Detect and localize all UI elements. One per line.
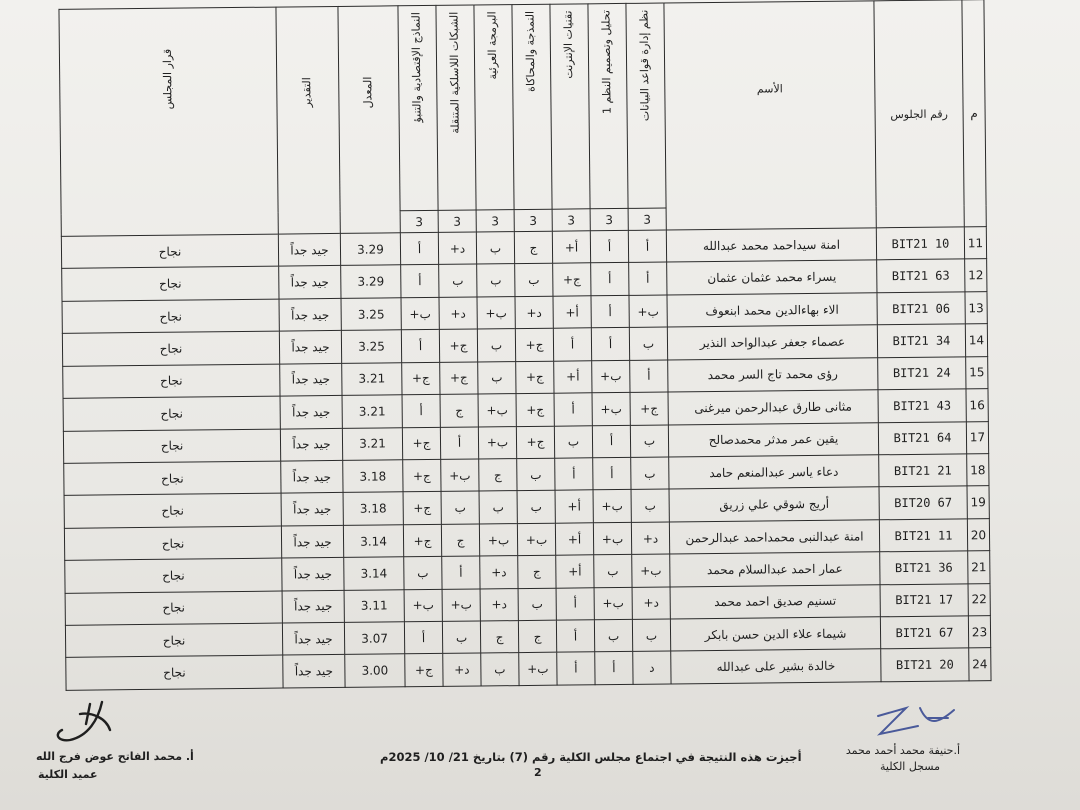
index-header: م [962,0,986,227]
course-grade: ج+ [403,524,441,557]
course-grade: أ [591,295,629,328]
gpa-value: 3.00 [345,654,405,687]
course-grade: ج [518,620,556,653]
course-grade: ج+ [553,263,591,296]
row-index: 11 [964,227,986,260]
course-grade: أ [401,265,439,298]
credit-hours: 3 [628,208,666,230]
course-grade: أ [400,232,438,265]
reg-number: BIT21 10 [876,227,964,260]
gpa-value: 3.25 [341,330,401,363]
row-index: 14 [965,324,987,357]
gpa-value: 3.07 [344,622,404,655]
course-grade: أ [557,652,595,685]
course-grade: د+ [515,296,553,329]
decision-value: نجاح [66,656,283,691]
course-grade: ب [481,653,519,686]
course-grade: ج [441,524,479,557]
decision-value: نجاح [62,299,279,334]
course-grade: أ [590,230,628,263]
course-grade: ب+ [442,589,480,622]
course-grade: ج+ [402,362,440,395]
reg-number: BIT21 20 [881,648,969,681]
rating-value: جيد جداً [280,428,342,461]
rating-value: جيد جداً [279,331,341,364]
student-name: عصماء جعفر عبدالواحد النذير [667,325,877,360]
course-grade: ب+ [479,523,517,556]
course-grade: ج+ [405,654,443,687]
results-table [58,0,991,691]
course-grade: ب [554,425,592,458]
rating-value: جيد جداً [280,363,342,396]
rating-value: جيد جداً [281,493,343,526]
course-grade: ب [629,327,667,360]
course-grade: د+ [480,588,518,621]
course-grade: د+ [632,587,670,620]
rating-value: جيد جداً [281,525,343,558]
course-grade: د+ [439,297,477,330]
course-grade: أ [628,230,666,263]
course-grade: ج+ [515,328,553,361]
course-grade: أ [556,620,594,653]
course-header: النمذجة والمحاكاة [512,4,552,209]
course-grade: ب [515,264,553,297]
course-grade: أ [591,263,629,296]
course-header: النماذج الإقتصادية والتنبؤ [398,5,438,210]
course-grade: ب [439,264,477,297]
course-grade: ب [631,489,669,522]
course-grade: ب [518,588,556,621]
course-grade: أ+ [555,523,593,556]
gpa-value: 3.14 [344,557,404,590]
gpa-value: 3.21 [342,362,402,395]
student-name: خالدة بشير على عبدالله [671,649,881,684]
reg-number: BIT21 63 [877,259,965,292]
reg-number: BIT21 17 [880,584,968,617]
student-name: امنة سيداحمد محمد عبدالله [666,228,876,263]
course-grade: ب [632,619,670,652]
course-header: البرمجة العرئية [474,5,514,210]
rating-value: جيد جداً [282,622,344,655]
row-index: 16 [966,389,988,422]
course-grade: أ [629,262,667,295]
decision-value: نجاح [64,526,281,561]
course-grade: ب+ [404,589,442,622]
student-name: رؤى محمد تاج السر محمد [668,357,878,392]
course-grade: ب [517,491,555,524]
course-grade: أ [553,328,591,361]
row-index: 18 [967,454,989,487]
course-grade: أ [401,330,439,363]
rating-value: جيد جداً [282,558,344,591]
header-row [59,0,986,214]
dean-title: عميد الكلية [38,768,98,781]
student-name: يسراء محمد عثمان عثمان [667,260,877,295]
student-name: أريج شوقي علي زريق [669,487,879,522]
course-header: الشبكات اللاسلكية المتنقلة [436,5,476,210]
course-grade: ب+ [478,426,516,459]
course-grade: ب+ [593,522,631,555]
credit-hours: 3 [438,210,476,232]
course-grade: ب+ [517,523,555,556]
reg-number: BIT21 34 [877,324,965,357]
gpa-value: 3.21 [342,395,402,428]
course-grade: ج+ [440,362,478,395]
course-header: تقنيات الإنترنت [550,4,590,209]
dean-name: أ. محمد الفاتح عوض فرج الله [36,750,194,763]
decision-value: نجاح [65,558,282,593]
row-index: 21 [968,551,990,584]
course-grade: أ [593,457,631,490]
course-grade: ج+ [516,361,554,394]
reg-number: BIT21 06 [877,292,965,325]
course-header: نظم إدارة قواعد البيانات [626,3,666,208]
row-index: 17 [966,421,988,454]
reg-number: BIT21 24 [878,357,966,390]
rating-value: جيد جداً [278,233,340,266]
reg-number: BIT21 43 [878,389,966,422]
reg-number: BIT21 11 [879,519,967,552]
gpa-value: 3.14 [343,525,403,558]
gpa-value: 3.18 [343,460,403,493]
course-grade: أ+ [555,490,593,523]
course-grade: ج+ [516,393,554,426]
course-grade: ب [476,232,514,265]
course-header: تحليل وتصميم النظم 1 [588,3,628,208]
decision-value: نجاح [61,234,278,269]
page-number: 2 [534,766,542,779]
course-grade: ب+ [441,459,479,492]
course-grade: ج [480,621,518,654]
rating-value: جيد جداً [279,266,341,299]
row-index: 15 [966,356,988,389]
course-grade: أ [591,328,629,361]
course-grade: ب+ [478,394,516,427]
course-grade: ج [514,231,552,264]
course-grade: ب+ [593,490,631,523]
decision-header: قرار المجلس [59,7,278,236]
rating-value: جيد جداً [280,396,342,429]
course-grade: أ [595,652,633,685]
row-index: 19 [967,486,989,519]
decision-value: نجاح [62,266,279,301]
reg-number: BIT21 67 [880,616,968,649]
course-grade: ج+ [402,427,440,460]
course-grade: ب+ [519,653,557,686]
course-grade: ب [630,425,668,458]
reg-number-header: رقم الجلوس [874,0,964,228]
course-grade: ب+ [592,393,630,426]
course-grade: أ+ [556,555,594,588]
course-grade: ج [440,394,478,427]
credit-hours: 3 [514,209,552,231]
course-grade: أ [440,427,478,460]
decision-value: نجاح [65,591,282,626]
name-header: الأسم [664,1,876,230]
credit-hours: 3 [476,210,514,232]
course-grade: ب+ [592,360,630,393]
course-grade: أ [442,556,480,589]
course-grade: أ+ [554,360,592,393]
course-grade: د+ [480,556,518,589]
course-grade: ب [478,361,516,394]
course-grade: أ [555,458,593,491]
rating-header: التقدير [276,6,340,234]
gpa-value: 3.18 [343,492,403,525]
student-name: امنة عبدالنبى محمداحمد عبدالرحمن [669,520,879,555]
row-index: 12 [965,259,987,292]
course-grade: ج+ [516,426,554,459]
registrar-signature [858,696,968,746]
student-name: الاء بهاءالدين محمد ابنعوف [667,293,877,328]
course-grade: أ+ [553,296,591,329]
course-grade: أ [592,425,630,458]
gpa-header: المعدل [338,6,400,234]
course-grade: أ [554,393,592,426]
course-grade: ب+ [629,295,667,328]
decision-value: نجاح [63,429,280,464]
gpa-value: 3.11 [344,589,404,622]
student-name: يقين عمر مدثر محمدصالح [668,422,878,457]
course-grade: ب [442,621,480,654]
decision-value: نجاح [62,331,279,366]
row-index: 24 [969,648,991,681]
row-index: 13 [965,291,987,324]
course-grade: د+ [438,232,476,265]
row-index: 20 [967,518,989,551]
credit-hours: 3 [590,208,628,230]
course-grade: ج+ [403,459,441,492]
course-grade: د [633,651,671,684]
course-grade: د+ [631,522,669,555]
course-grade: أ+ [552,231,590,264]
course-grade: ب [594,555,632,588]
decision-value: نجاح [64,461,281,496]
decision-value: نجاح [63,396,280,431]
course-grade: ب [477,329,515,362]
student-name: عمار احمد عبدالسلام محمد [670,552,880,587]
course-grade: ب+ [477,296,515,329]
reg-number: BIT21 21 [879,454,967,487]
row-index: 23 [968,616,990,649]
course-grade: ب [479,491,517,524]
course-grade: أ [556,587,594,620]
course-grade: ب+ [401,297,439,330]
gpa-value: 3.29 [341,265,401,298]
course-grade: د+ [443,653,481,686]
rating-value: جيد جداً [281,460,343,493]
credit-hours: 3 [552,209,590,231]
row-index: 22 [968,583,990,616]
student-name: دعاء ياسر عبدالمنعم حامد [669,455,879,490]
course-grade: أ [630,360,668,393]
registrar-title: مسجل الكلية [880,760,940,773]
course-grade: أ [404,621,442,654]
decision-value: نجاح [65,623,282,658]
course-grade: ج+ [439,329,477,362]
course-grade: أ [402,394,440,427]
course-grade: ب [517,458,555,491]
course-grade: ج [518,555,556,588]
student-name: تسنيم صديق احمد محمد [670,584,880,619]
rating-value: جيد جداً [279,298,341,331]
gpa-value: 3.21 [342,427,402,460]
page-footer [0,690,1080,810]
dean-signature [40,690,130,750]
results-body [61,227,991,691]
gpa-value: 3.29 [340,233,400,266]
rating-value: جيد جداً [283,655,345,688]
decision-value: نجاح [63,364,280,399]
reg-number: BIT21 64 [878,421,966,454]
results-table-wrapper [58,0,990,691]
decision-value: نجاح [64,493,281,528]
course-grade: ب [441,491,479,524]
student-name: مثانى طارق عبدالرحمن ميرغنى [668,390,878,425]
rating-value: جيد جداً [282,590,344,623]
course-grade: ب [477,264,515,297]
course-grade: ب+ [632,554,670,587]
course-grade: ج+ [403,492,441,525]
approval-note: أجيزت هذه النتيجة في اجتماع مجلس الكلية رقم (7) بتاريخ 21/ 10/ 2025م [380,750,802,764]
course-grade: ب [631,457,669,490]
gpa-value: 3.25 [341,298,401,331]
course-grade: ب [594,619,632,652]
student-name: شيماء علاء الدين حسن بابكر [670,617,880,652]
course-grade: ب [404,557,442,590]
course-grade: ج [479,459,517,492]
credit-hours: 3 [400,210,438,232]
course-grade: ب+ [594,587,632,620]
reg-number: BIT20 67 [879,486,967,519]
course-grade: ج+ [630,392,668,425]
registrar-name: أ.حنيفة محمد أحمد محمد [845,744,960,757]
reg-number: BIT21 36 [880,551,968,584]
